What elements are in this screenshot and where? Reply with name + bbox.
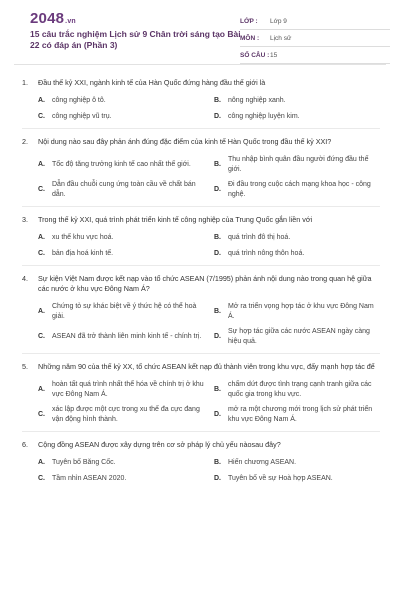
option-letter: D. [214,474,221,482]
option-letter: C. [38,474,45,482]
option-text: nông nghiệp xanh. [228,97,286,104]
page-header [14,0,386,65]
meta-label: MÔN : [240,34,260,42]
option-letter: D. [214,332,221,340]
option-letter: A. [38,234,45,241]
option-text: Dẫn đầu chuỗi cung ứng toàn cầu về chất bán dẫn. [52,181,196,198]
option-text: Thu nhập bình quân đầu người đứng đầu thế giới. [228,156,369,173]
answer-option-d[interactable] [214,474,380,484]
question-number: 4. [22,274,28,283]
option-text: ASEAN đã trở thành liên minh kinh tế - chính trị. [52,332,202,340]
meta-value: 15 [270,51,278,59]
answer-option-d[interactable] [214,180,380,199]
meta-row-class [240,13,390,30]
option-text: công nghiệp luyện kim. [228,112,300,120]
option-text: Tốc độ tăng trưởng kinh tế cao nhất thế giới. [52,160,191,168]
option-text: Chứng tỏ sự khác biệt về ý thức hệ có thể hoà giải. [52,303,197,320]
option-text: công nghiệp ô tô. [52,97,106,104]
meta-label: LỚP : [240,17,258,25]
option-letter: C. [38,249,45,257]
meta-table [240,13,390,64]
option-letter: D. [214,185,221,193]
meta-row-count [240,47,390,64]
option-letter: B. [214,459,221,466]
option-text: Hiến chương ASEAN. [228,459,297,466]
answer-option-c[interactable] [38,180,204,199]
site-logo[interactable] [30,10,76,27]
question-text: Sự kiện Việt Nam được kết nạp vào tổ chức ASEAN (7/1995) phản ánh nội dung nào trong quan hệ giữa các nước ở khu vực Đông Nam Á? [38,274,372,293]
question-text: Đầu thế kỷ XXI, ngành kinh tế của Hàn Quốc đứng hàng đầu thế giới là [38,78,266,87]
option-letter: C. [38,410,45,418]
question-item [22,274,380,354]
option-text: Sự hợp tác giữa các nước ASEAN ngày càng hiệu quả. [228,328,370,345]
option-text: bản địa hoá kinh tế. [52,249,114,257]
answer-option-c[interactable] [38,405,204,424]
option-letter: D. [214,249,221,257]
option-letter: C. [38,112,45,120]
option-letter: D. [214,112,221,120]
option-letter: A. [38,97,45,104]
option-letter: B. [214,385,221,393]
answer-option-a[interactable] [38,458,204,468]
answer-options [22,380,380,424]
question-number: 2. [22,137,28,146]
option-letter: A. [38,160,45,168]
question-number: 6. [22,440,28,449]
meta-label: SỐ CÂU : [240,51,270,59]
option-letter: B. [214,234,221,241]
question-item [22,215,380,266]
option-letter: B. [214,97,221,104]
answer-option-b[interactable] [214,155,380,174]
option-text: Mở ra triển vọng hợp tác ở khu vực Đông Nam Á. [228,303,374,320]
option-text: xác lập được một cực trong xu thế đa cực đang vận động hình thành. [52,406,200,423]
page-title: 15 câu trắc nghiệm Lịch sử 9 Chân trời sáng tạo Bài 22 có đáp án (Phần 3) [30,29,241,50]
answer-options [22,458,380,483]
option-text: Tầm nhìn ASEAN 2020. [52,474,127,482]
option-text: Tuyên bố về sự Hoà hợp ASEAN. [228,474,333,482]
answer-option-d[interactable] [214,405,380,424]
question-text: Cộng đồng ASEAN được xây dựng trên cơ sở pháp lý chủ yếu nàosau đây? [38,440,281,449]
question-list [22,78,380,498]
option-text: quá trình nông thôn hoá. [228,249,305,257]
option-text: quá trình đô thị hoá. [228,234,291,241]
question-text: Những năm 90 của thế kỷ XX, tổ chức ASEAN kết nạp đủ thành viên trong khu vực, đấy mạnh hợp tác để [38,362,375,371]
question-text: Nội dung nào sau đây phản ánh đúng đặc điểm của kinh tế Hàn Quốc trong đầu thế kỷ XXI? [38,137,332,146]
answer-option-a[interactable] [38,380,204,399]
answer-option-b[interactable] [214,233,380,243]
option-letter: A. [38,459,45,466]
answer-option-d[interactable] [214,327,380,346]
option-letter: B. [214,307,221,315]
meta-row-subject [240,30,390,47]
answer-option-c[interactable] [38,474,204,484]
answer-option-d[interactable] [214,112,380,122]
question-number: 1. [22,78,28,87]
logo-text: 2048 [30,10,65,27]
option-text: Tuyên bố Băng Cốc. [52,459,116,466]
answer-options [22,302,380,346]
question-text: Trong thế kỷ XXI, quá trình phát triển kinh tế công nghiệp của Trung Quốc gắn liền với [38,215,313,224]
answer-option-c[interactable] [38,249,204,259]
answer-option-b[interactable] [214,380,380,399]
answer-option-a[interactable] [38,155,204,174]
answer-options [22,233,380,258]
option-letter: A. [38,385,45,393]
answer-option-a[interactable] [38,96,204,106]
option-letter: D. [214,410,221,418]
answer-options [22,155,380,199]
answer-option-c[interactable] [38,112,204,122]
answer-option-d[interactable] [214,249,380,259]
question-number: 3. [22,215,28,224]
meta-value: Lịch sử [270,34,292,42]
option-letter: C. [38,185,45,193]
option-letter: A. [38,307,45,315]
option-text: công nghiệp vũ trụ. [52,112,112,120]
answer-options [22,96,380,121]
option-letter: B. [214,160,221,168]
answer-option-a[interactable] [38,302,204,321]
answer-option-b[interactable] [214,96,380,106]
option-text: chấm dứt được tình trạng cạnh tranh giữa các quốc gia trong khu vực. [228,381,372,398]
option-text: Đi đầu trong cuộc cách mạng khoa học - công nghệ. [228,181,371,198]
question-item [22,440,380,490]
option-text: hoàn tất quá trình nhất thể hóa về chính trị ở khu vực Đông Nam Á. [52,381,204,398]
option-letter: C. [38,332,45,340]
option-text: mở ra một chương mới trong lịch sử phát triển khu vực Đông Nam Á. [228,406,373,423]
answer-option-a[interactable] [38,233,204,243]
answer-option-c[interactable] [38,327,204,346]
answer-option-b[interactable] [214,458,380,468]
meta-value: Lớp 9 [270,17,287,25]
question-item [22,362,380,432]
option-text: xu thế khu vực hoá. [52,234,114,241]
question-item [22,137,380,207]
answer-option-b[interactable] [214,302,380,321]
question-item [22,78,380,129]
logo-suffix: .vn [65,18,76,25]
question-number: 5. [22,362,28,371]
